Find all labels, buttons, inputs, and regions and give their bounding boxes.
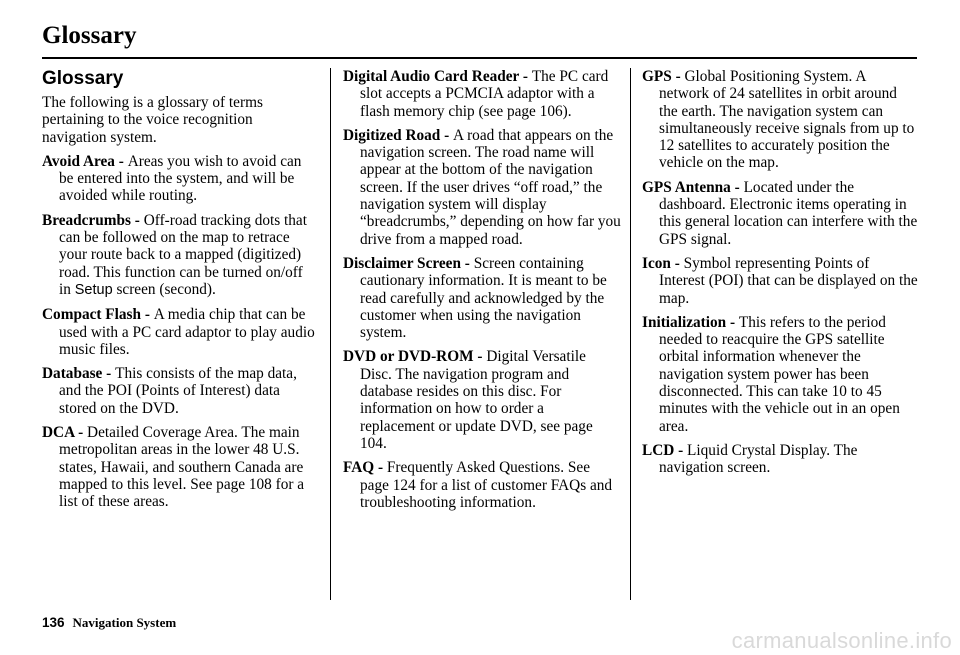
- glossary-definition: A media chip that can be used with a PC card adaptor to play audio music files.: [59, 306, 315, 358]
- glossary-definition: Frequently Asked Questions. See page 124 for a list of customer FAQs and troubleshooting information.: [360, 459, 613, 511]
- glossary-definition: This consists of the map data, and the POI (Points of Interest) data stored on the DVD.: [59, 365, 297, 417]
- glossary-entry-faq: [343, 459, 621, 511]
- glossary-definition: Areas you wish to avoid can be entered into the system, and will be avoided while routing.: [59, 152, 302, 205]
- glossary-entry-initialization: [642, 314, 918, 435]
- glossary-term: Breadcrumbs -: [42, 211, 144, 229]
- glossary-entry-avoid-area: [42, 153, 318, 205]
- column-divider: [330, 68, 331, 600]
- glossary-entry-icon: [642, 255, 918, 307]
- glossary-definition: Digital Versatile Disc. The navigation program and database resides on this disc. For information on how to order a replacement or update DVD, see page 104.: [360, 348, 593, 452]
- glossary-definition: Located under the dashboard. Electronic items operating in this general location can interfere with the GPS signal.: [659, 178, 918, 248]
- page-footer: [42, 615, 176, 631]
- watermark: carmanualsonline.info: [731, 628, 952, 653]
- glossary-entry-gps-antenna: [642, 179, 918, 248]
- glossary-term: DVD or DVD-ROM -: [343, 348, 487, 366]
- footer-label: Navigation System: [72, 615, 177, 630]
- glossary-definition: Liquid Crystal Display. The navigation screen.: [659, 441, 858, 477]
- glossary-term: DCA -: [42, 424, 88, 442]
- column-3: [642, 68, 918, 484]
- intro-paragraph: The following is a glossary of terms pertaining to the voice recognition navigation system.: [42, 94, 263, 146]
- section-heading: Glossary: [42, 68, 124, 89]
- page-number: 136: [42, 615, 65, 630]
- glossary-term: Database -: [42, 365, 116, 383]
- glossary-entry-dca: [42, 424, 318, 510]
- glossary-definition: Symbol representing Points of Interest (POI) that can be displayed on the map.: [659, 254, 918, 307]
- glossary-entry-gps: [642, 68, 918, 172]
- page-title: Glossary: [42, 22, 137, 49]
- glossary-term: GPS Antenna -: [642, 178, 744, 196]
- glossary-term: GPS -: [642, 68, 685, 85]
- glossary-term: Compact Flash -: [42, 306, 154, 324]
- column-divider: [630, 68, 631, 600]
- glossary-entry-disclaimer-screen: [343, 255, 621, 341]
- glossary-term: Icon -: [642, 254, 684, 272]
- column-1: [42, 68, 318, 518]
- glossary-definition: Screen containing cautionary information. It is meant to be read carefully and acknowledged by the customer when using the navigation system.: [360, 254, 607, 342]
- glossary-entry-database: [42, 365, 318, 417]
- glossary-term: Avoid Area -: [42, 152, 128, 170]
- glossary-term: Disclaimer Screen -: [343, 254, 474, 272]
- glossary-definition: A road that appears on the navigation screen. The road name will appear at the bottom of the navigation screen. If the user drives “off road,” the navigation system will display “breadcrumbs,” depending on how far you drive from a mapped road.: [360, 126, 621, 248]
- glossary-entry-compact-flash: [42, 306, 318, 358]
- glossary-entry-dvd: [343, 348, 621, 452]
- glossary-entry-lcd: [642, 442, 918, 477]
- glossary-entry-digitized-road: [343, 127, 621, 248]
- glossary-term: Digitized Road -: [343, 126, 454, 144]
- glossary-definition: The PC card slot accepts a PCMCIA adaptor with a flash memory chip (see page 106).: [360, 68, 609, 120]
- glossary-entry-breadcrumbs: [42, 212, 318, 299]
- column-2: [343, 68, 621, 518]
- glossary-term: Digital Audio Card Reader -: [343, 68, 532, 85]
- glossary-term: Initialization -: [642, 313, 739, 331]
- glossary-definition: Off-road tracking dots that can be followed on the map to retrace your route back to a mapped (digitized) road. This function can be turned on/off in: [59, 211, 307, 298]
- glossary-entry-digital-audio-card-reader: [343, 68, 621, 120]
- glossary-term: LCD -: [642, 441, 688, 459]
- glossary-definition: This refers to the period needed to reacquire the GPS satellite orbital information whenever the navigation system power has been disconnected. This can take 10 to 45 minutes with the vehicle out in an open area.: [659, 313, 900, 435]
- setup-screen-label: Setup: [74, 281, 113, 298]
- glossary-definition: Detailed Coverage Area. The main metropolitan areas in the lower 48 U.S. states, Hawaii, and southern Canada are mapped to this level. See page 108 for a list of these areas.: [59, 424, 305, 511]
- glossary-definition: Global Positioning System. A network of 24 satellites in orbit around the earth. The navigation system can simultaneously receive signals from up to 12 satellites to accurately position the vehicle on the map.: [659, 68, 915, 172]
- glossary-term: FAQ -: [343, 459, 387, 477]
- glossary-definition-end: screen (second).: [112, 280, 216, 298]
- title-rule: [42, 57, 917, 59]
